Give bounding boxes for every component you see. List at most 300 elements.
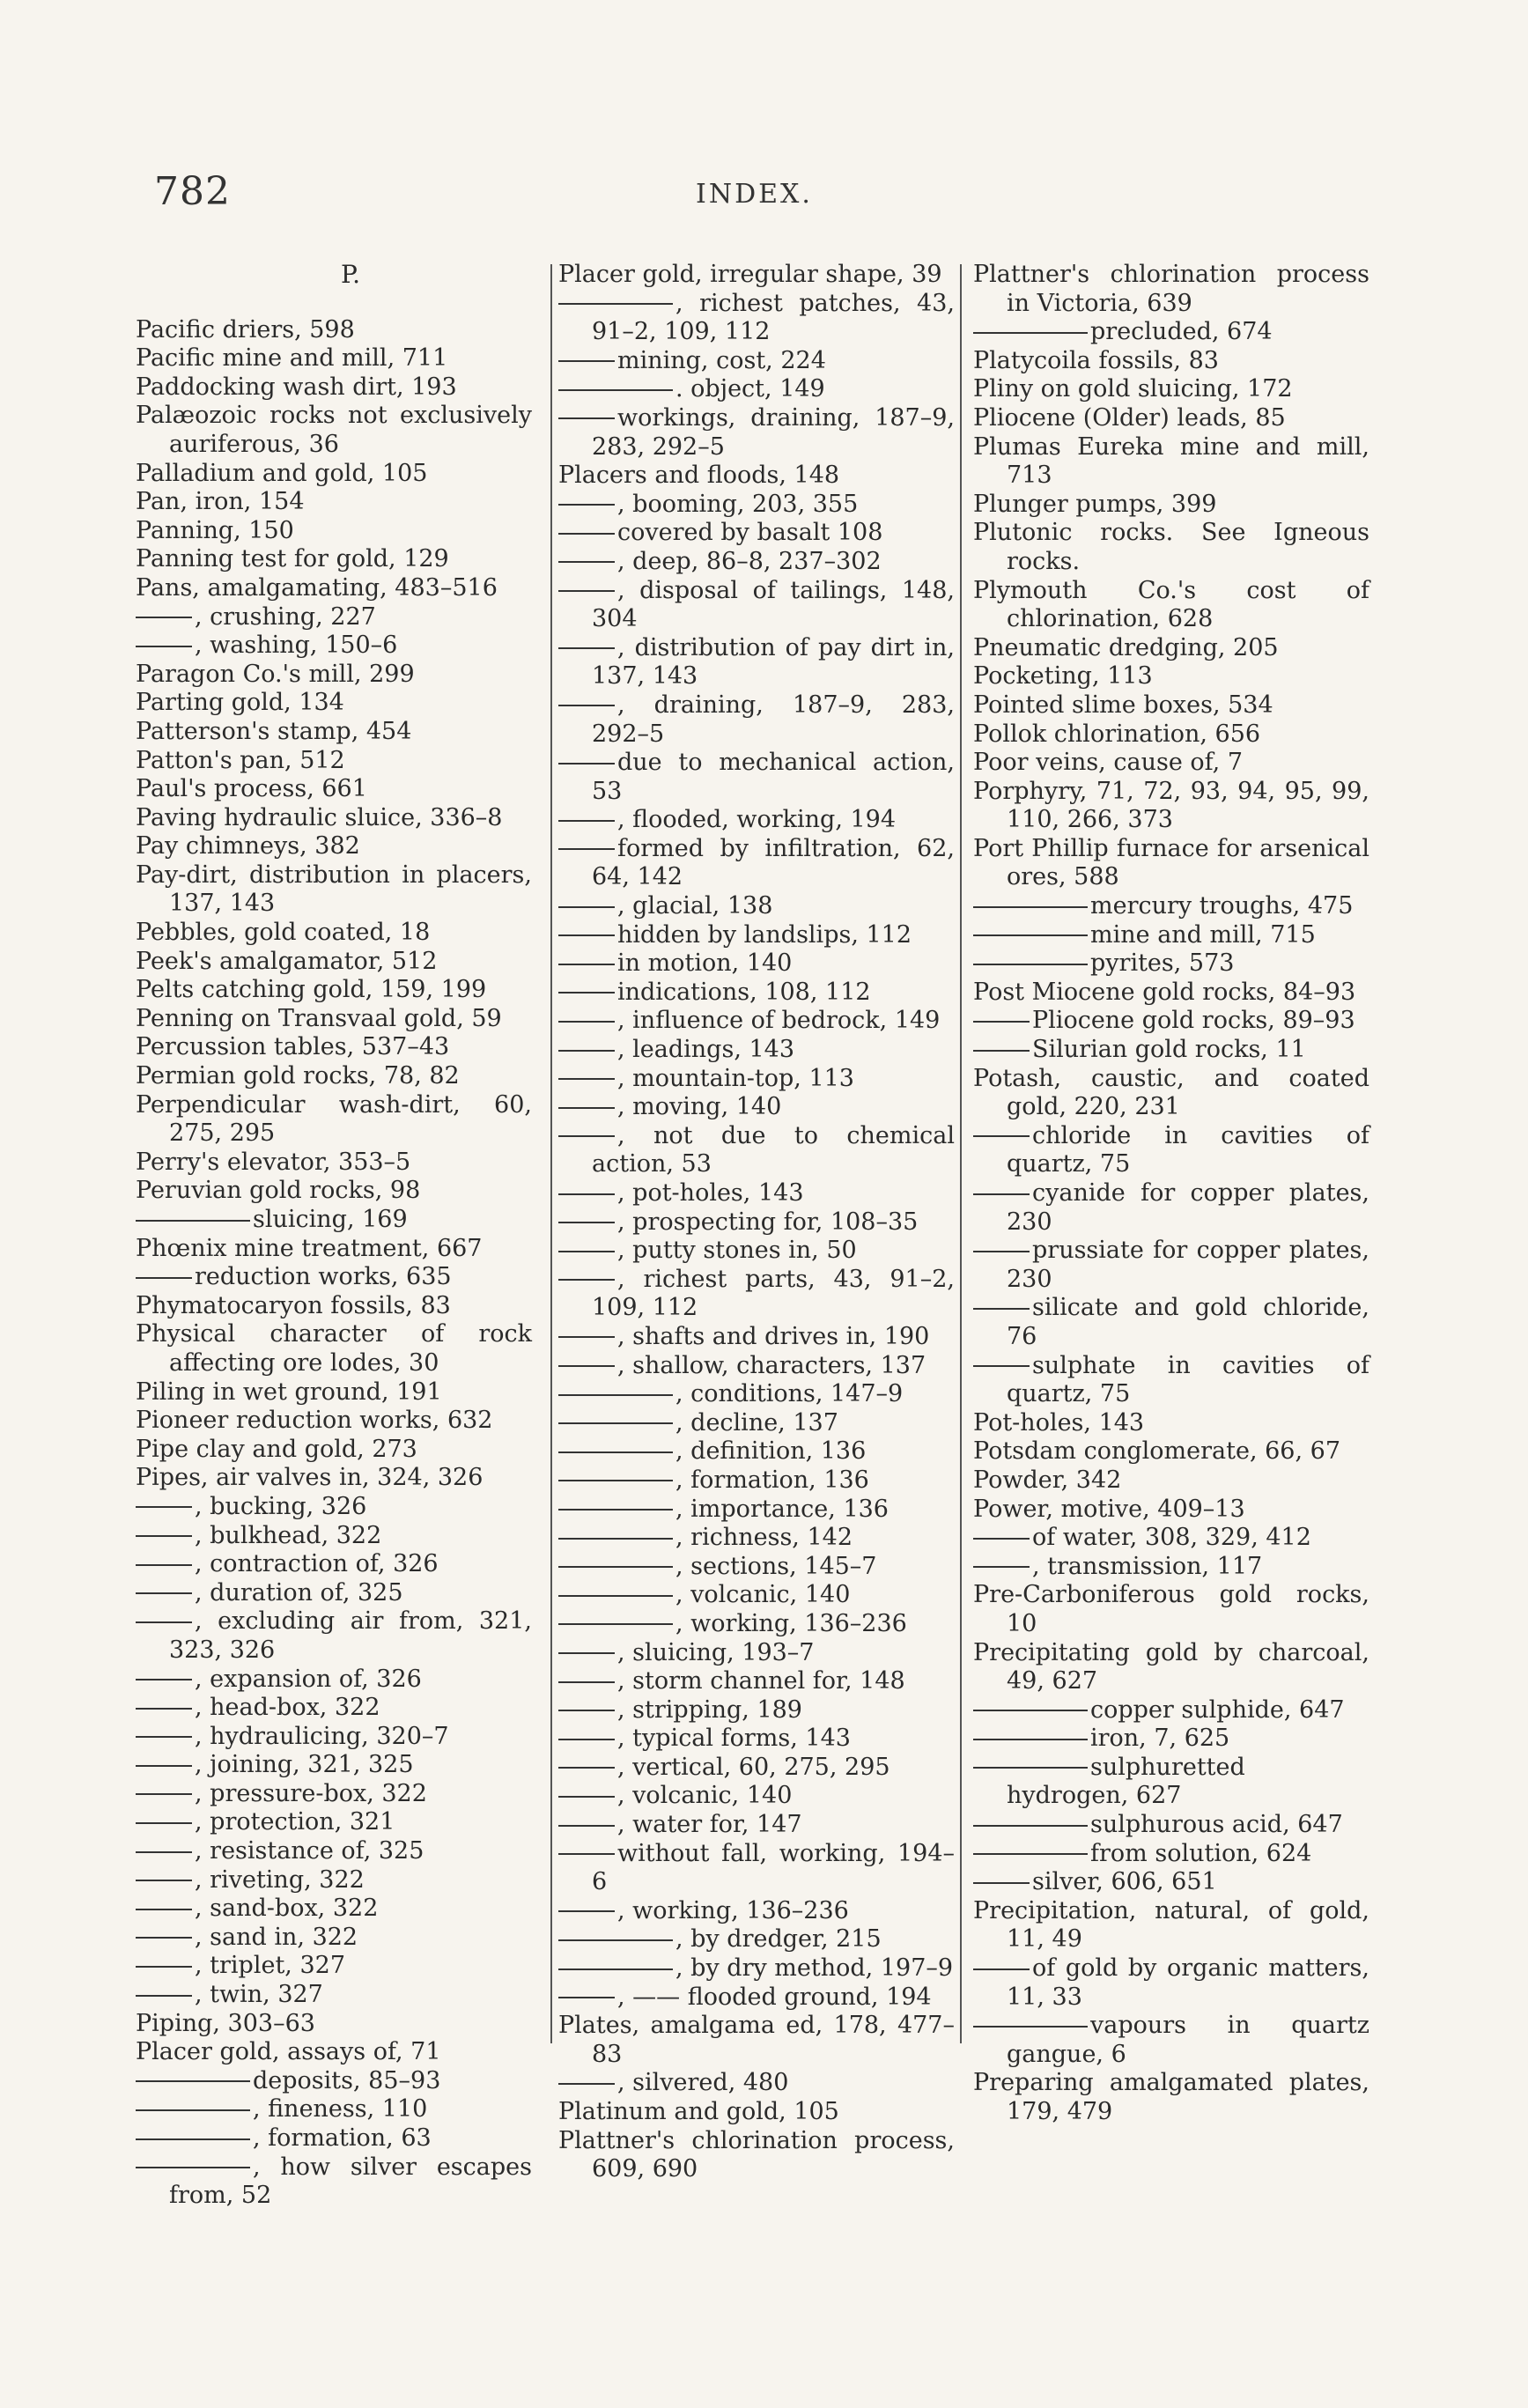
page-title: INDEX. <box>696 179 813 210</box>
index-entry-text: Plutonic rocks. See Igneous rocks. <box>973 519 1369 575</box>
index-entry-text: mercury troughs, 475 <box>1090 892 1354 920</box>
index-entry <box>558 1466 955 1496</box>
ditto-dash <box>973 332 1088 334</box>
index-entry-text: covered by basalt 108 <box>617 519 883 547</box>
index-entry <box>136 1149 532 1178</box>
index-entry <box>136 1091 532 1149</box>
index-entry <box>136 1723 532 1752</box>
index-entry-text: , working, 136–236 <box>617 1896 849 1924</box>
index-entry-text: , influence of bedrock, 149 <box>617 1007 941 1035</box>
index-entry-text: Port Phillip furnace for arsenical ores, 588 <box>973 834 1369 891</box>
index-entry-text: Paul's process, 661 <box>136 775 367 803</box>
index-entry-text: , prospecting for, 108–35 <box>617 1208 919 1236</box>
index-entry <box>136 1924 532 1953</box>
index-entry-text: Pointed slime boxes, 534 <box>973 691 1273 719</box>
ditto-dash <box>136 1679 192 1680</box>
index-entry-text: Plattner's chlorination process in Victoria, 639 <box>973 261 1369 317</box>
index-entry-text: Pans, amalgamating, 483–516 <box>136 573 498 602</box>
index-entry <box>558 1811 955 1840</box>
ditto-dash <box>558 906 615 908</box>
index-entry <box>973 1754 1369 1811</box>
ditto-dash <box>136 1708 192 1710</box>
ditto-dash <box>973 1853 1088 1855</box>
ditto-dash <box>136 1937 192 1939</box>
index-entry-text: chloride in cavities of quartz, 75 <box>1007 1121 1369 1178</box>
index-entry-text: formed by infiltration, 62, 64, 142 <box>592 834 955 891</box>
index-entry <box>973 1897 1369 1954</box>
index-entry-text: Potsdam conglomerate, 66, 67 <box>973 1437 1340 1466</box>
index-entry <box>136 1895 532 1924</box>
index-entry <box>558 290 955 347</box>
index-entry-text: in motion, 140 <box>617 949 793 978</box>
index-entry <box>558 1782 955 1811</box>
index-entry <box>973 1840 1369 1869</box>
index-entry-text: , bucking, 326 <box>195 1492 367 1520</box>
index-entry <box>136 1522 532 1551</box>
index-entry-text: , by dredger, 215 <box>675 1925 882 1954</box>
index-entry <box>973 1496 1369 1525</box>
index-entry <box>973 921 1369 950</box>
ditto-dash <box>558 1336 615 1338</box>
index-entry-text: mine and mill, 715 <box>1090 920 1316 949</box>
index-entry <box>973 1179 1369 1237</box>
index-entry <box>973 1065 1369 1122</box>
index-entry-text: Phymatocaryon fossils, 83 <box>136 1291 451 1319</box>
index-entry <box>136 545 532 574</box>
index-entry-text: Platycoila fossils, 83 <box>973 346 1219 374</box>
index-entry-text: , hydraulicing, 320–7 <box>195 1722 449 1750</box>
index-entry <box>136 1866 532 1895</box>
index-entry-text: silver, 606, 651 <box>1032 1868 1217 1896</box>
index-entry <box>558 1553 955 1582</box>
index-entry <box>136 517 532 546</box>
index-entry-text: , shallow, characters, 137 <box>617 1351 926 1379</box>
index-entry <box>136 976 532 1005</box>
index-entry <box>558 1610 955 1639</box>
index-entry-text: Palæozoic rocks not exclusively auriferous, 36 <box>136 402 532 458</box>
index-entry-text: , excluding air from, 321, 323, 326 <box>169 1607 532 1664</box>
index-entry <box>136 460 532 489</box>
index-entry-text: , sections, 145–7 <box>675 1552 877 1580</box>
index-entry <box>973 2012 1369 2069</box>
index-entry-text: , head-box, 322 <box>195 1694 380 1722</box>
index-entry <box>136 402 532 459</box>
ditto-dash <box>973 1825 1088 1827</box>
index-entry-text: deposits, 85–93 <box>253 2066 441 2094</box>
ditto-dash <box>973 1251 1030 1252</box>
index-entry-text: , putty stones in, 50 <box>617 1237 857 1265</box>
index-entry <box>136 1694 532 1723</box>
ditto-dash <box>558 1193 615 1195</box>
index-entry-text: Post Miocene gold rocks, 84–93 <box>973 978 1356 1006</box>
index-column-2 <box>558 261 955 2184</box>
index-entry <box>136 1177 532 1206</box>
index-entry-text: silicate and gold chloride, 76 <box>1007 1294 1369 1350</box>
index-entry-text: Pliny on gold sluicing, 172 <box>973 375 1293 403</box>
index-entry-text: copper sulphide, 647 <box>1090 1695 1345 1724</box>
ditto-dash <box>558 1939 673 1941</box>
index-entry <box>136 1837 532 1866</box>
index-entry-text: , bulkhead, 322 <box>195 1521 382 1549</box>
index-entry-text: Power, motive, 409–13 <box>973 1495 1245 1523</box>
index-entry-text: , storm channel for, 148 <box>617 1667 905 1695</box>
ditto-dash <box>558 1796 615 1798</box>
index-entry-text: , definition, 136 <box>675 1437 867 1466</box>
index-entry-text: Panning test for gold, 129 <box>136 545 449 573</box>
index-entry <box>558 1036 955 1065</box>
index-entry-text: iron, 7, 625 <box>1090 1725 1230 1753</box>
index-entry <box>136 1320 532 1378</box>
index-entry-text: , volcanic, 140 <box>675 1581 851 1609</box>
index-entry <box>136 1235 532 1264</box>
index-entry <box>136 1436 532 1465</box>
index-entry-text: , protection, 321 <box>195 1808 395 1836</box>
ditto-dash <box>558 1652 615 1654</box>
index-entry-text: prussiate for copper plates, 230 <box>1007 1237 1369 1293</box>
index-entry-text: Pioneer reduction works, 632 <box>136 1407 493 1435</box>
index-entry <box>136 775 532 804</box>
index-entry <box>136 1751 532 1780</box>
ditto-dash <box>558 1365 615 1367</box>
index-entry-text: , duration of, 325 <box>195 1578 403 1607</box>
index-entry <box>136 373 532 403</box>
index-entry <box>973 1036 1369 1065</box>
index-entry <box>558 491 955 520</box>
index-entry <box>973 1466 1369 1496</box>
index-entry-text: Paving hydraulic sluice, 336–8 <box>136 803 503 831</box>
ditto-dash <box>558 1710 615 1711</box>
index-entry-text: Peek's amalgamator, 512 <box>136 947 438 975</box>
index-entry <box>973 1553 1369 1582</box>
index-entry <box>136 1206 532 1235</box>
index-entry <box>558 1496 955 1525</box>
index-entry <box>136 1033 532 1062</box>
index-entry-text: reduction works, 635 <box>195 1263 452 1291</box>
index-entry <box>136 1952 532 1981</box>
index-entry-text: Platinum and gold, 105 <box>558 2098 839 2125</box>
ditto-dash <box>558 504 615 506</box>
ditto-dash <box>973 1538 1030 1540</box>
ditto-dash <box>973 1739 1088 1740</box>
index-entry-text: , formation, 136 <box>675 1466 869 1494</box>
index-entry <box>973 491 1369 520</box>
index-entry-text: Plattner's chlorination process, 609, 690 <box>558 2126 955 2183</box>
section-letter: P. <box>340 260 361 289</box>
index-entry-text: Panning, 150 <box>136 516 294 544</box>
ditto-dash <box>558 360 615 362</box>
ditto-dash <box>558 1739 615 1740</box>
index-entry <box>973 691 1369 720</box>
index-entry-text: Pan, iron, 154 <box>136 488 305 516</box>
ditto-dash <box>136 1736 192 1738</box>
index-entry-text: , volcanic, 140 <box>617 1782 793 1810</box>
ditto-dash <box>136 1793 192 1795</box>
ditto-dash <box>558 1538 673 1540</box>
index-entry <box>558 749 955 806</box>
index-entry-text: precluded, 674 <box>1090 318 1273 346</box>
index-entry-text: Pipes, air valves in, 324, 326 <box>136 1464 483 1492</box>
index-entry-text: , disposal of tailings, 148, 304 <box>592 576 955 633</box>
column-divider-1 <box>550 264 552 2043</box>
ditto-dash <box>973 1193 1030 1195</box>
index-entry-text: Pliocene gold rocks, 89–93 <box>1032 1007 1355 1035</box>
index-entry-text: sulphurous acid, 647 <box>1090 1811 1343 1839</box>
ditto-dash <box>973 964 1088 965</box>
ditto-dash <box>136 1966 192 1968</box>
index-entry <box>973 577 1369 634</box>
index-entry-text: , shafts and drives in, 190 <box>617 1322 930 1350</box>
ditto-dash <box>558 705 615 706</box>
index-entry-text: Plumas Eureka mine and mill, 713 <box>973 432 1369 490</box>
ditto-dash <box>973 1135 1030 1137</box>
ditto-dash <box>558 763 615 765</box>
index-entry <box>558 1323 955 1352</box>
ditto-dash <box>136 1909 192 1910</box>
ditto-dash <box>558 417 615 419</box>
index-entry-text: vapours in quartz gangue, 6 <box>1007 2012 1369 2068</box>
ditto-dash <box>136 646 192 647</box>
index-entry-text: Placers and floods, 148 <box>558 462 840 490</box>
index-entry <box>558 1208 955 1237</box>
index-entry <box>973 1696 1369 1725</box>
index-entry-text: cyanide for copper plates, 230 <box>1007 1179 1369 1236</box>
index-entry-text: Penning on Transvaal gold, 59 <box>136 1004 502 1032</box>
ditto-dash <box>558 1251 615 1252</box>
index-entry-text: , crushing, 227 <box>195 602 376 631</box>
index-entry-text: Poor veins, cause of, 7 <box>973 749 1244 777</box>
index-entry <box>136 1407 532 1436</box>
index-entry-text: pyrites, 573 <box>1090 949 1235 978</box>
ditto-dash <box>973 906 1088 908</box>
index-entry-text: Peruvian gold rocks, 98 <box>136 1177 421 1205</box>
ditto-dash <box>558 1135 615 1137</box>
ditto-dash <box>973 1021 1030 1023</box>
index-entry <box>973 1954 1369 2012</box>
index-entry <box>973 1437 1369 1466</box>
ditto-dash <box>558 1997 615 1998</box>
index-entry-text: Pneumatic dredging, 205 <box>973 633 1279 661</box>
index-entry-text: Pay-dirt, distribution in placers, 137, 143 <box>136 861 532 918</box>
index-entry-text: Pay chimneys, 382 <box>136 832 360 861</box>
index-entry-text: without fall, working, 194–6 <box>592 1839 955 1896</box>
ditto-dash <box>973 1566 1030 1568</box>
ditto-dash <box>558 934 615 936</box>
index-entry-text: , fineness, 110 <box>253 2095 428 2124</box>
index-entry <box>558 1409 955 1438</box>
ditto-dash <box>973 1969 1030 1970</box>
index-entry-text: , riveting, 322 <box>195 1865 365 1894</box>
index-entry <box>973 519 1369 576</box>
ditto-dash <box>558 848 615 850</box>
index-entry <box>136 689 532 718</box>
index-entry <box>558 519 955 548</box>
index-entry <box>136 1062 532 1091</box>
index-entry-text: , richest parts, 43, 91–2, 109, 112 <box>592 1265 955 1322</box>
index-entry <box>973 1725 1369 1754</box>
index-entry <box>973 892 1369 921</box>
index-entry <box>136 1607 532 1665</box>
index-entry <box>558 1352 955 1381</box>
index-entry-text: Precipitating gold by charcoal, 49, 627 <box>973 1638 1369 1695</box>
index-entry <box>136 1550 532 1579</box>
index-entry <box>558 979 955 1008</box>
index-entry <box>973 662 1369 691</box>
index-entry <box>558 1380 955 1409</box>
page-number: 782 <box>154 169 231 214</box>
index-entry <box>558 1725 955 1754</box>
index-entry <box>136 832 532 861</box>
index-entry <box>973 1294 1369 1351</box>
index-entry <box>136 488 532 517</box>
index-entry-text: , mountain-top, 113 <box>617 1064 854 1092</box>
index-entry-text: Piping, 303–63 <box>136 2009 315 2037</box>
index-entry <box>558 691 955 749</box>
index-entry-text: of water, 308, 329, 412 <box>1032 1524 1311 1552</box>
index-entry-text: , how silver escapes from, 52 <box>169 2153 532 2210</box>
index-entry-text: , expansion of, 326 <box>195 1665 422 1693</box>
index-entry-text: Pacific driers, 598 <box>136 315 355 343</box>
ditto-dash <box>136 1277 192 1279</box>
index-entry <box>973 949 1369 979</box>
index-entry <box>973 1409 1369 1438</box>
index-entry <box>558 1696 955 1725</box>
index-entry-text: Plymouth Co.'s cost of chlorination, 628 <box>973 576 1369 633</box>
ditto-dash <box>558 1107 615 1109</box>
index-entry-text: , transmission, 117 <box>1032 1552 1263 1580</box>
index-entry <box>136 316 532 345</box>
index-entry-text: , vertical, 60, 275, 295 <box>617 1753 890 1781</box>
index-entry <box>136 603 532 632</box>
index-entry <box>558 1065 955 1094</box>
index-entry <box>558 1581 955 1610</box>
index-entry-text: , booming, 203, 355 <box>617 490 859 518</box>
ditto-dash <box>558 1509 673 1511</box>
index-entry-text: Porphyry, 71, 72, 93, 94, 95, 99, 110, 266, 373 <box>973 777 1369 834</box>
ditto-dash <box>558 1969 673 1970</box>
index-entry-text: , importance, 136 <box>675 1495 889 1523</box>
index-entry <box>558 2127 955 2184</box>
index-entry-text: , resistance of, 325 <box>195 1837 424 1865</box>
index-entry <box>558 548 955 577</box>
index-entry <box>558 1897 955 1926</box>
ditto-dash <box>558 1451 673 1453</box>
ditto-dash <box>136 1564 192 1566</box>
index-entry-text: , glacial, 138 <box>617 892 773 920</box>
index-entry <box>973 1868 1369 1897</box>
ditto-dash <box>973 1767 1088 1769</box>
index-entry <box>558 347 955 376</box>
index-entry <box>973 1811 1369 1840</box>
index-entry-text: , flooded, working, 194 <box>617 806 897 834</box>
index-entry-text: Pebbles, gold coated, 18 <box>136 919 431 947</box>
index-entry-text: , deep, 86–8, 237–302 <box>617 547 882 575</box>
ditto-dash <box>136 1621 192 1623</box>
index-entry-text: , typical forms, 143 <box>617 1725 851 1753</box>
index-entry-text: , washing, 150–6 <box>195 632 398 660</box>
index-entry-text: sluicing, 169 <box>253 1206 408 1233</box>
index-entry <box>558 1754 955 1783</box>
ditto-dash <box>558 1394 673 1396</box>
index-entry-text: Percussion tables, 537–43 <box>136 1033 450 1061</box>
index-entry <box>973 433 1369 491</box>
index-entry <box>558 1840 955 1897</box>
index-entry <box>136 344 532 373</box>
index-entry <box>973 1007 1369 1036</box>
index-entry-text: , richness, 142 <box>675 1524 853 1552</box>
index-entry <box>973 1581 1369 1638</box>
index-entry-text: sulphuretted hydrogen, 627 <box>1007 1753 1245 1810</box>
ditto-dash <box>136 2080 250 2082</box>
index-entry <box>558 1237 955 1266</box>
index-entry <box>558 1983 955 2013</box>
index-entry <box>136 632 532 661</box>
ditto-dash <box>558 1050 615 1052</box>
index-entry <box>136 1464 532 1493</box>
ditto-dash <box>558 2083 615 2085</box>
index-entry <box>973 261 1369 318</box>
index-entry-text: Potash, caustic, and coated gold, 220, 231 <box>973 1064 1369 1121</box>
ditto-dash <box>558 1566 673 1568</box>
index-entry <box>558 1667 955 1696</box>
index-entry-text: Plates, amalgama ed, 178, 477–83 <box>558 2012 955 2068</box>
ditto-dash <box>136 1765 192 1767</box>
index-entry-text: mining, cost, 224 <box>617 346 826 374</box>
ditto-dash <box>136 1880 192 1881</box>
index-entry-text: . object, 149 <box>675 375 825 403</box>
index-entry-text: , contraction of, 326 <box>195 1550 439 1578</box>
index-entry-text: , draining, 187–9, 283, 292–5 <box>592 691 955 748</box>
column-divider-2 <box>960 264 962 2043</box>
ditto-dash <box>973 1882 1030 1884</box>
ditto-dash <box>558 1910 615 1912</box>
index-entry <box>558 1093 955 1122</box>
ditto-dash <box>558 964 615 965</box>
index-entry <box>973 347 1369 376</box>
index-entry <box>136 2095 532 2124</box>
index-entry-text: , twin, 327 <box>195 1981 323 2009</box>
ditto-dash <box>558 1853 615 1855</box>
index-entry-text: Perry's elevator, 353–5 <box>136 1148 411 1176</box>
index-entry-text: , triplet, 327 <box>195 1952 346 1980</box>
ditto-dash <box>136 2109 250 2111</box>
index-entry <box>973 2069 1369 2126</box>
index-entry-text: Pot-holes, 143 <box>973 1408 1145 1437</box>
index-entry <box>558 949 955 979</box>
index-entry <box>973 720 1369 750</box>
index-entry <box>558 1925 955 1954</box>
index-entry <box>558 806 955 835</box>
index-entry <box>558 577 955 634</box>
index-entry <box>558 1437 955 1466</box>
index-entry <box>136 661 532 690</box>
index-entry <box>558 1122 955 1179</box>
index-entry-text: , water for, 147 <box>617 1811 802 1839</box>
index-entry <box>558 634 955 691</box>
index-entry <box>558 1954 955 1983</box>
index-entry-text: Phœnix mine treatment, 667 <box>136 1234 483 1262</box>
ditto-dash <box>136 1535 192 1537</box>
index-entry <box>558 261 955 290</box>
index-entry <box>558 1524 955 1553</box>
index-entry-text: Silurian gold rocks, 11 <box>1032 1036 1306 1064</box>
ditto-dash <box>558 561 615 563</box>
index-entry <box>558 1266 955 1323</box>
ditto-dash <box>558 992 615 993</box>
index-entry <box>558 462 955 491</box>
index-entry <box>973 1122 1369 1179</box>
index-entry-text: due to mechanical action, 53 <box>592 749 955 805</box>
index-entry <box>973 749 1369 778</box>
